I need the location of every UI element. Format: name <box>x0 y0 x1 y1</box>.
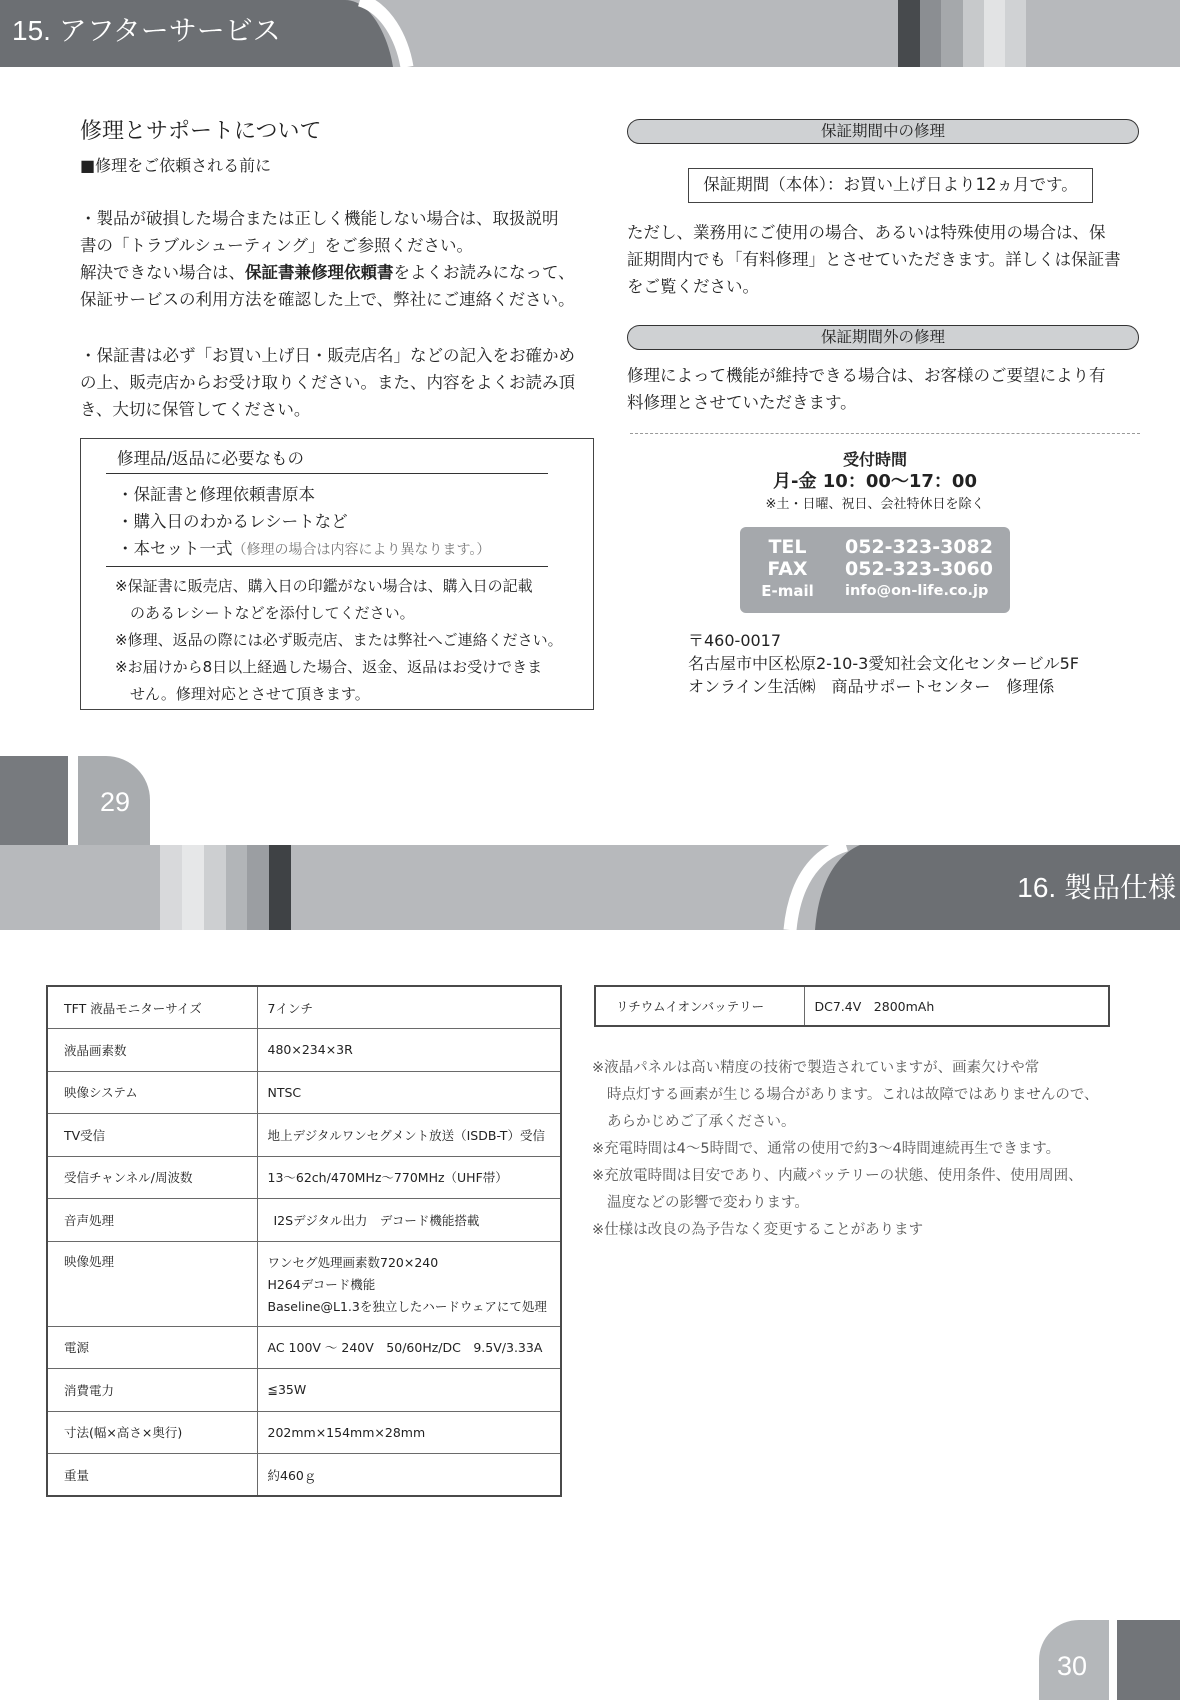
spec-label: 電源 <box>47 1326 257 1369</box>
warranty-document-name: 保証書兼修理依頼書 <box>245 263 394 282</box>
note-line: せん。修理対応とさせて頂きます。 <box>130 684 370 703</box>
header-stripe <box>269 845 291 930</box>
spec-label: 映像処理 <box>47 1241 257 1326</box>
header-stripe <box>247 845 269 930</box>
note-line: 時点灯する画素が生じる場合があります。これは故障ではありませんので、 <box>607 1086 1099 1103</box>
note-line: ※修理、返品の際には必ず販売店、または弊社へご連絡ください。 <box>115 630 563 649</box>
spec-value <box>257 1241 561 1326</box>
fax-number: 052-323-3060 <box>845 558 993 580</box>
header-stripe <box>226 845 247 930</box>
header-stripe <box>182 845 204 930</box>
spec-label: TFT 液晶モニターサイズ <box>47 986 257 1029</box>
table-row <box>595 986 1109 1026</box>
battery-table <box>594 985 1110 1027</box>
paragraph-line: 修理によって機能が維持できる場合は、お客様のご要望により有 <box>627 365 1106 385</box>
repair-support-title: 修理とサポートについて <box>80 119 322 144</box>
spec-label: 重量 <box>47 1454 257 1497</box>
before-repair-subtitle: ■修理をご依頼される前に <box>80 156 272 175</box>
spec-notes <box>592 1055 1099 1244</box>
spec-value: ≦35W <box>257 1369 561 1412</box>
note-line: ※充電時間は4～5時間で、通常の使用で約3～4時間連続再生できます。 <box>592 1140 1061 1157</box>
table-row <box>47 1029 561 1072</box>
contact-label: TEL <box>768 536 807 558</box>
table-row <box>47 1411 561 1454</box>
note-line: ※仕様は改良の為予告なく変更することがあります <box>592 1221 924 1238</box>
paragraph-line: 書の「トラブルシューティング」をご参照ください。 <box>80 236 473 255</box>
spec-value-line: H264デコード機能 <box>267 1276 376 1292</box>
list-item-note: （修理の場合は内容により異なります。） <box>232 541 491 558</box>
note-line: ※液晶パネルは高い精度の技術で製造されていますが、画素欠けや常 <box>592 1059 1040 1076</box>
note-line: 温度などの影響で変わります。 <box>607 1194 809 1211</box>
contact-box <box>740 527 1010 613</box>
paragraph-line: ・保証書は必ず「お買い上げ日・販売店名」などの記入をお確かめ <box>80 345 575 365</box>
spec-label: 受信チャンネル/周波数 <box>47 1156 257 1199</box>
paragraph-text: をよくお読みになって、 <box>393 263 575 282</box>
list-item-text: ・本セット一式 <box>117 538 233 558</box>
spec-value: 13～62ch/470MHz～770MHz（UHF帯） <box>257 1156 561 1199</box>
spec-value: 202mm×154mm×28mm <box>257 1411 561 1454</box>
phone-number: 052-323-3082 <box>845 536 993 558</box>
spec-label: 液晶画素数 <box>47 1029 257 1072</box>
note-line: のあるレシートなどを添付してください。 <box>130 603 415 622</box>
header-stripe <box>941 0 963 67</box>
in-warranty-paragraph <box>627 219 1121 300</box>
out-of-warranty-paragraph <box>627 362 1106 416</box>
spec-value: NTSC <box>257 1071 561 1114</box>
dashed-divider <box>630 433 1140 434</box>
paragraph-line: の上、販売店からお受け取りください。また、内容をよくお読み頂 <box>80 372 575 392</box>
spec-label: 寸法(幅×高さ×奥行) <box>47 1411 257 1454</box>
contact-row-email <box>740 580 1010 602</box>
spec-label: TV受信 <box>47 1114 257 1157</box>
contact-row-fax <box>740 558 1010 580</box>
table-row <box>47 1199 561 1242</box>
address-line: 名古屋市中区松原2-10-3愛知社会文化センタービル5F <box>688 653 1080 673</box>
in-warranty-header: 保証期間中の修理 <box>627 119 1139 144</box>
contact-label: E-mail <box>761 582 814 600</box>
email-address: info@on-life.co.jp <box>845 583 989 599</box>
note-line: あらかじめご了承ください。 <box>607 1113 796 1130</box>
page29-header-title: 15. アフターサービス <box>12 15 281 46</box>
spec-value: I2Sデジタル出力 デコード機能搭載 <box>257 1199 561 1242</box>
table-row <box>47 986 561 1029</box>
spec-value: 約460ｇ <box>257 1454 561 1497</box>
required-items-box <box>80 438 594 710</box>
list-item: ・購入日のわかるレシートなど <box>117 511 348 531</box>
paragraph-line: 料修理とさせていただきます。 <box>627 392 857 412</box>
paragraph-line: ただし、業務用にご使用の場合、あるいは特殊使用の場合は、保 <box>627 222 1106 242</box>
note-line: ※保証書に販売店、購入日の印鑑がない場合は、購入日の記載 <box>115 576 533 595</box>
paragraph-line <box>80 259 575 286</box>
out-of-warranty-header: 保証期間外の修理 <box>627 325 1139 350</box>
spec-value-line: ワンセグ処理画素数720×240 <box>267 1254 439 1270</box>
page-number-29: 29 <box>100 787 131 817</box>
paragraph-text: 解決できない場合は、 <box>80 263 245 282</box>
spec-value: 7インチ <box>257 986 561 1029</box>
note-line: ※充放電時間は目安であり、内蔵バッテリーの状態、使用条件、使用周囲、 <box>592 1167 1083 1184</box>
paragraph-line: 証期間内でも「有料修理」とさせていただきます。詳しくは保証書 <box>627 249 1121 269</box>
header-stripe <box>920 0 941 67</box>
table-row <box>47 1369 561 1412</box>
table-row <box>47 1454 561 1497</box>
header-stripe <box>1005 0 1026 67</box>
header-stripe <box>963 0 984 67</box>
warranty-paragraph <box>80 342 575 423</box>
table-row <box>47 1114 561 1157</box>
paragraph-line: き、大切に保管してください。 <box>80 399 311 419</box>
header-stripe <box>160 845 182 930</box>
paragraph-line: をご覧ください。 <box>627 276 759 296</box>
spec-label: リチウムイオンバッテリー <box>595 986 804 1026</box>
page30-header-graphic <box>0 845 1180 930</box>
address-line: 〒460-0017 <box>688 630 782 650</box>
paragraph-line: 保証サービスの利用方法を確認した上で、弊社にご連絡ください。 <box>80 290 575 309</box>
business-hours-title: 受付時間 <box>842 450 907 469</box>
list-item <box>117 535 490 564</box>
business-hours-note: ※土・日曜、祝日、会社特休日を除く <box>765 497 985 512</box>
paragraph-line: ・製品が破損した場合または正しく機能しない場合は、取扱説明 <box>80 209 559 228</box>
table-row <box>47 1071 561 1114</box>
page30-header-title: 16. 製品仕様 <box>1017 872 1176 903</box>
note-line: ※お届けから8日以上経過した場合、返金、返品はお受けできま <box>115 657 543 676</box>
page30-footer-dark-block <box>1117 1620 1180 1700</box>
support-address <box>688 629 1079 698</box>
spec-label: 消費電力 <box>47 1369 257 1412</box>
spec-value: 480×234×3R <box>257 1029 561 1072</box>
table-row <box>47 1156 561 1199</box>
header-stripe <box>204 845 226 930</box>
contact-row-tel <box>740 536 1010 558</box>
required-items-title: 修理品/返品に必要なもの <box>117 448 305 468</box>
required-items-notes <box>115 573 563 708</box>
required-items-list <box>117 481 490 564</box>
page-number-30: 30 <box>1057 1651 1088 1681</box>
spec-value: DC7.4V 2800mAh <box>804 986 1109 1026</box>
divider <box>106 473 548 474</box>
warranty-period-box: 保証期間（本体）：お買い上げ日より12ヵ月です。 <box>688 168 1093 203</box>
contact-label: FAX <box>767 558 808 580</box>
business-hours: 月-金 10：00～17：00 <box>773 471 977 492</box>
intro-paragraph <box>80 205 575 313</box>
spec-label: 音声処理 <box>47 1199 257 1242</box>
header-stripe <box>984 0 1005 67</box>
spec-value: 地上デジタルワンセグメント放送（ISDB-T）受信 <box>257 1114 561 1157</box>
spec-value-line: Baseline@L1.3を独立したハードウェアにて処理 <box>267 1298 547 1314</box>
list-item: ・保証書と修理依頼書原本 <box>117 484 315 504</box>
spec-value: AC 100V ～ 240V 50/60Hz/DC 9.5V/3.33A <box>257 1326 561 1369</box>
page29-footer-dark-block <box>0 756 68 845</box>
spec-table <box>46 985 562 1497</box>
table-row <box>47 1326 561 1369</box>
spec-label: 映像システム <box>47 1071 257 1114</box>
divider <box>106 566 548 567</box>
address-line: オンライン生活㈱ 商品サポートセンター 修理係 <box>688 676 1055 696</box>
table-row <box>47 1241 561 1326</box>
header-stripe <box>898 0 920 67</box>
